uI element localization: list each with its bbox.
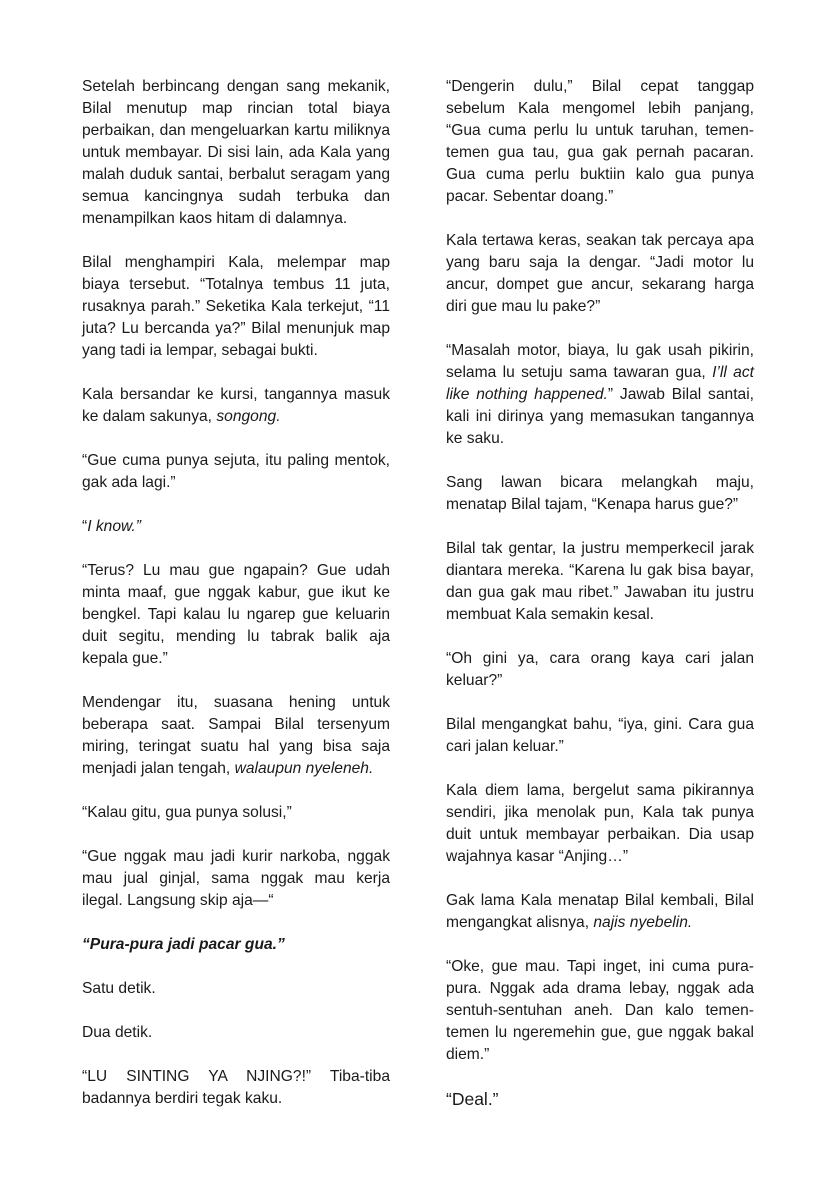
- paragraph: Bilal mengangkat bahu, “iya, gini. Cara gua cari jalan keluar.”: [446, 716, 754, 755]
- paragraph: Bilal tak gentar, Ia justru memperkecil jarak diantara mereka. “Karena lu gak bisa bayar, dan gua gak mau ribet.” Jawaban itu justru membuat Kala semakin kesal.: [446, 540, 754, 623]
- paragraph: Setelah berbincang dengan sang mekanik, Bilal menutup map rincian total biaya perbaikan, dan mengeluarkan kartu miliknya untuk membayar. Di sisi lain, ada Kala yang malah duduk santai, berbalut seragam yang semua kancingnya sudah terbuka dan menampilkan kaos hitam di dalamnya.: [82, 78, 390, 227]
- text-run: ” Jawab Bilal santai, kali ini dirinya yang memasukan tangannya ke saku.: [446, 386, 754, 447]
- paragraph: [82, 516, 390, 538]
- text-run: Mendengar itu, suasana hening untuk beberapa saat. Sampai Bilal tersenyum miring, teringat suatu hal yang bisa saja menjadi jalan tengah,: [82, 694, 390, 777]
- paragraph: Satu detik.: [82, 980, 156, 997]
- paragraph: [446, 890, 754, 934]
- paragraph: “Pura-pura jadi pacar gua.”: [82, 936, 285, 953]
- paragraph: [82, 692, 390, 780]
- paragraph: “Dengerin dulu,” Bilal cepat tanggap sebelum Kala mengomel lebih panjang, “Gua cuma perlu lu untuk taruhan, temen-temen gua tau, gua gak pernah pacaran. Gua cuma perlu buktiin kalo gua punya pacar. Sebentar doang.”: [446, 78, 754, 205]
- italic-text: walaupun nyeleneh.: [234, 760, 374, 777]
- text-run: Gak lama Kala menatap Bilal kembali, Bilal mengangkat alisnya,: [446, 892, 754, 931]
- text-run: “Masalah motor, biaya, lu gak usah pikirin, selama lu setuju sama tawaran gua,: [446, 342, 754, 381]
- paragraph: “Oke, gue mau. Tapi inget, ini cuma pura-pura. Nggak ada drama lebay, nggak ada sentuh-sentuhan aneh. Dan kalo temen-temen lu ngeremehin gue, gue nggak bakal diem.”: [446, 958, 754, 1063]
- italic-text: najis nyebelin.: [593, 914, 693, 931]
- paragraph: Kala diem lama, bergelut sama pikirannya sendiri, jika menolak pun, Kala tak punya duit untuk membayar perbaikan. Dia usap wajahnya kasar “Anjing…”: [446, 782, 754, 865]
- paragraph: Sang lawan bicara melangkah maju, menatap Bilal tajam, “Kenapa harus gue?”: [446, 474, 754, 513]
- italic-text: I know.”: [87, 518, 141, 535]
- text-run: “: [82, 518, 88, 535]
- paragraph: Kala tertawa keras, seakan tak percaya apa yang baru saja Ia dengar. “Jadi motor lu ancur, dompet gue ancur, sekarang harga diri gue mau lu pake?”: [446, 232, 754, 315]
- paragraph: “LU SINTING YA NJING?!” Tiba-tiba badannya berdiri tegak kaku.: [82, 1068, 390, 1107]
- left-column: [82, 76, 390, 1132]
- italic-text: I’ll act like nothing happened.: [446, 364, 754, 403]
- paragraph: “Terus? Lu mau gue ngapain? Gue udah minta maaf, gue nggak kabur, gue ikut ke bengkel. Tapi kalau lu ngarep gue keluarin duit segitu, mending lu tabrak balik aja kepala gue.”: [82, 562, 390, 667]
- paragraph: “Oh gini ya, cara orang kaya cari jalan keluar?”: [446, 650, 754, 689]
- italic-text: songong.: [216, 408, 281, 425]
- paragraph: Bilal menghampiri Kala, melempar map biaya tersebut. “Totalnya tembus 11 juta, rusaknya parah.” Seketika Kala terkejut, “11 juta? Lu bercanda ya?” Bilal menunjuk map yang tadi ia lempar, sebagai bukti.: [82, 254, 390, 359]
- paragraph: “Gue cuma punya sejuta, itu paling mentok, gak ada lagi.”: [82, 452, 390, 491]
- paragraph: “Deal.”: [446, 1089, 499, 1109]
- paragraph: [446, 340, 754, 450]
- paragraph: [82, 384, 390, 428]
- paragraph: “Gue nggak mau jadi kurir narkoba, nggak mau jual ginjal, sama nggak mau kerja ilegal. Langsung skip aja—“: [82, 848, 390, 909]
- paragraph: Dua detik.: [82, 1024, 153, 1041]
- right-column: [446, 76, 754, 1132]
- paragraph: “Kalau gitu, gua punya solusi,”: [82, 804, 292, 821]
- text-run: Kala bersandar ke kursi, tangannya masuk ke dalam sakunya,: [82, 386, 390, 425]
